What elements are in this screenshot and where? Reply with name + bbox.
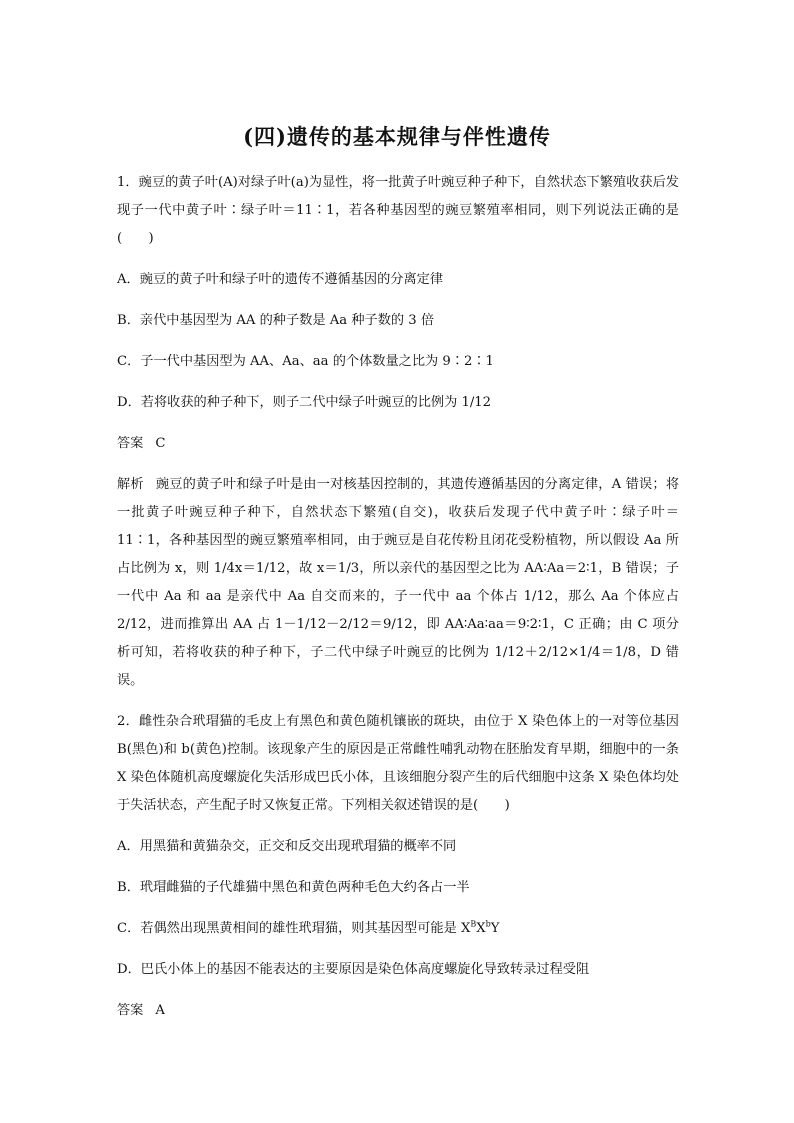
question-1-option-d: D．若将收获的种子种下，则子二代中绿子叶豌豆的比例为 1/12: [117, 395, 492, 410]
question-2-option-c: [117, 915, 679, 943]
question-1-option-a: A．豌豆的黄子叶和绿子叶的遗传不遵循基因的分离定律: [117, 272, 444, 287]
option-c-text: C．若偶然出现黑黄相间的雄性玳瑁猫，则其基因型可能是 X: [117, 921, 471, 936]
option-c-x: X: [476, 921, 486, 936]
answer-value: A: [155, 1003, 165, 1018]
question-2-stem: 2．雌性杂合玳瑁猫的毛皮上有黑色和黄色随机镶嵌的斑块，由位于 X 染色体上的一对等位基因 B(黑色)和 b(黄色)控制。该现象产生的原因是正常雌性哺乳动物在胚胎发育早期，细胞中的一条 X 染色体随机高度螺旋化失活形成巴氏小体，且该细胞分裂产生的后代细胞中这条 X 染色体均处于失活状态，产生配子时又恢复正常。下列相关叙述错误的是( ): [117, 714, 679, 813]
question-2-answer: [117, 997, 679, 1025]
document-body: [117, 169, 679, 1025]
answer-label: 答案: [117, 1003, 144, 1018]
question-1-analysis: [117, 471, 679, 695]
option-c-sup-b: B: [470, 919, 477, 929]
question-2-option-b: B．玳瑁雌猫的子代雄猫中黑色和黄色两种毛色大约各占一半: [117, 880, 470, 895]
analysis-text: 豌豆的黄子叶和绿子叶是由一对核基因控制的，其遗传遵循基因的分离定律，A 错误；将一批黄子叶豌豆种子种下，自然状态下繁殖(自交)，收获后发现子代中黄子叶∶绿子叶＝11∶1，各种基因型的豌豆繁殖率相同，由于豌豆是自花传粉且闭花受粉植物，所以假设 Aa 所占比例为 x，则 1/4x＝1/12，故 x＝1/3，所以亲代的基因型之比为 AA∶Aa＝2∶1，B 错误；子一代中 Aa 和 aa 是亲代中 Aa 自交而来的，子一代中 aa 个体占 1/12，那么 Aa 个体应占 2/12，进而推算出 AA 占 1－1/12－2/12＝9/12，即 AA∶Aa∶aa＝9∶2∶1，C 正确；由 C 项分析可知，若将收获的种子种下，子二代中绿子叶豌豆的比例为 1/12＋2/12×1/4＝1/8，D 错误。: [117, 477, 680, 688]
analysis-label: 解析: [117, 477, 144, 492]
option-c-y: Y: [490, 921, 500, 936]
option-c-sup-small-b: b: [485, 919, 491, 929]
answer-value: C: [155, 436, 166, 451]
question-1-stem: 1．豌豆的黄子叶(A)对绿子叶(a)为显性，将一批黄子叶豌豆种子种下，自然状态下繁殖收获后发现子一代中黄子叶∶绿子叶＝11∶1，若各种基因型的豌豆繁殖率相同，则下列说法正确的是( ): [117, 175, 679, 246]
page-title: (四)遗传的基本规律与伴性遗传: [243, 124, 551, 149]
question-2-option-d: D．巴氏小体上的基因不能表达的主要原因是染色体高度螺旋化导致转录过程受阻: [117, 962, 590, 977]
question-2-option-a: A．用黑猫和黄猫杂交，正交和反交出现玳瑁猫的概率不同: [117, 839, 457, 854]
question-1-option-b: B．亲代中基因型为 AA 的种子数是 Aa 种子数的 3 倍: [117, 313, 435, 328]
question-1-option-c: C．子一代中基因型为 AA、Aa、aa 的个体数量之比为 9∶2∶1: [117, 354, 494, 369]
question-1-answer: [117, 430, 679, 458]
answer-label: 答案: [117, 436, 144, 451]
